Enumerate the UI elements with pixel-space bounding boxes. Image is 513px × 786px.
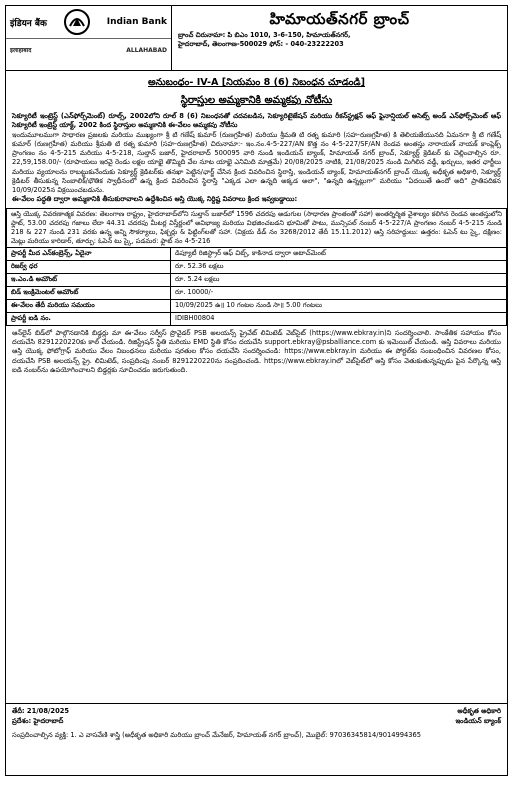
footer-left (12, 707, 69, 727)
intro-paragraph: సెక్యూరిటీ ఇంట్రెస్ట్ (ఎన్‌ఫోర్స్‌మెంట్) రూల్స్, 2002లోని రూల్ 8 (6) నిబంధనతో చదవబడిన, సెక్యూరిటైజేషన్ మరియు రీకన్‌స్ట్రక్షన్ ఆఫ్ ఫైనాన్షియల్ అసెట్స్ అండ్ ఎన్‌ఫోర్స్‌మెంట్ ఆఫ్ సెక్యూరిటీ ఇంట్రెస్ట్ యాక్ట్, 2002 కింద స్థిరాస్తుల అమ్మకానికి ఈ-వేలం అమ్మకపు నోటీసు (12, 112, 501, 130)
table-row (7, 247, 507, 260)
auction-date-label: ఈ-వేలం తేదీ మరియు సమయం (7, 299, 171, 312)
emd-label: ఇ.ఎం.డి అమౌంట్ (7, 273, 171, 286)
bank-logo-block (6, 6, 172, 70)
branch-title: హిమాయత్‌నగర్ బ్రాంచ్ (269, 10, 410, 28)
property-table (6, 208, 507, 326)
notice-header (6, 6, 507, 71)
reserve-price-value: రూ. 52.36 లక్షలు (171, 260, 507, 273)
emd-value: రూ. 5.24 లక్షలు (171, 273, 507, 286)
signatory-bank: ఇండియన్ బ్యాంక్ (455, 717, 501, 725)
footer-row (12, 707, 501, 727)
newspaper-notice (5, 5, 508, 776)
branch-address-line2: హైదరాబాద్, తెలంగాణ-500029 ఫోన్: - 040-23222203 (178, 40, 344, 49)
encumbrance-label: ప్రాపర్టీ మీద ఎన్‌కంబ్రెన్స్, ఏదైనా (7, 247, 171, 260)
signatory-title: అధీకృత అధికారి (457, 707, 501, 715)
table-row (7, 299, 507, 312)
bank-sub-left: इलाहाबाद (10, 47, 32, 54)
table-row (7, 312, 507, 325)
branch-info (172, 6, 507, 70)
appendix-heading: అనుబంధం- IV-A [నియమం 8 (6) నిబంధన చూడండి] (147, 77, 366, 88)
indian-bank-emblem-icon (63, 8, 91, 36)
notice-place: ప్రదేశం: హైదరాబాద్ (12, 717, 64, 725)
reserve-price-label: రిజర్వ్ ధర (7, 260, 171, 273)
notice-title: స్థిరాస్తుల అమ్మకానికి అమ్మకపు నోటీసు (180, 95, 333, 106)
notice-footer (6, 703, 507, 775)
branch-address-line1: బ్రాంచ్ చిరునామా: పి బిఎం 1010, 3-6-150, హిమాయత్‌నగర్, (178, 31, 351, 40)
main-paragraph: ఇందుమూలముగా సాధారణ ప్రజలకు మరియు ముఖ్యంగా శ్రీ టి గణేష్ కుమార్ (రుణగ్రహీత) మరియు శ్రీమతి టి రత్న కుమారి (సహ-రుణగ్రహీత) కి తెలియజేయునది ఏమనగా శ్రీ టి గణేష్ కుమార్ (రుణగ్రహీత) మరియు శ్రీమతి టి రత్న కుమారి (సహ-రుణగ్రహీత) చిరునామా:- ఇం.నం.4-5-227/AN కొత్త నం 4-5-227/SF/AN రెండవ అంతస్తు నారాయణ్ నాయక్ కాంప్లెక్స్ ప్రాంగణం నం 4-5-215 మరియు 4-5-218, సుల్తాన్ బజార్, హైదరాబాద్ 500095 వారి నుండి ఇండియన్ బ్యాంక్, హిమాయత్ నగర్ బ్రాంచ్, సెక్యూర్డ్ క్రెడిటర్ కు చెల్లించాల్సిన రూ. 22,59,158.00/- (రూపాయలు ఇరవై రెండు లక్షల యాభై తొమ్మిది వేల నూట యాభై ఎనిమిది మాత్రమే) 20/08/2025 నాటికి, 21/08/2025 నుండి మిగిలిన వడ్డీ, ఖర్చులు, ఇతర ఛార్జీలు మరియు వ్యయాలను రాబట్టుకునేందుకు సెక్యూర్డ్ క్రెడిటర్‌కు తనఖా పెట్టిన/ఛార్జ్ చేసిన క్రింద వివరించిన స్థిరాస్తి, ఇండియన్ బ్యాంక్, హిమాయత్‌నగర్ బ్రాంచ్ యొక్క అధీకృత అధికారి, సెక్యూర్డ్ క్రెడిటర్ తీసుకున్న సింబాలిక్/భౌతిక స్వాధీనంలో ఉన్న క్రింద వివరించిన స్థిరాస్తి "ఎక్కడ ఎలా ఉన్నది అక్కడ అలా", "ఉన్నది ఉన్నట్లుగా" మరియు "ఏదయితే ఉందో అది" ప్రాతిపదికన 10/09/2025న విక్రయించబడును. (12, 130, 501, 194)
bid-increment-value: రూ. 10000/- (171, 286, 507, 299)
bank-hindi-name: इंडियन बैंक (10, 18, 47, 29)
online-bidding-paragraph: ఆన్‌లైన్ బిడ్‌లో పాల్గొనడానికి బిడ్డర్లు మా ఈ-వేలం సర్వీస్ ప్రొవైడర్ PSB అలయన్స్ ప్రైవేట్ లిమిటెడ్ వెబ్‌సైట్ (https://www.ebkray.in)ని సందర్శించాలి. సాంకేతిక సహాయం కోసం దయచేసి 8291220220కు కాల్ చేయండి. రిజిస్ట్రేషన్ స్థితి మరియు EMD స్థితి కోసం దయచేసి support.ebkray@psballiance.com కు ఇమెయిల్ చేయండి. ఆస్తి వివరాలు మరియు ఆస్తి యొక్క ఫోటోగ్రాఫ్ మరియు వేలం నిబంధనలు మరియు షరతుల కోసం దయచేసి సందర్శించండి: https://www.ebkray.in మరియు ఈ పోర్టల్‌కు సంబంధించిన వివరణల కోసం, దయచేసి PSB అలయన్స్ ప్రై. లిమిటెడ్, సంప్రదింపు నంబర్ 8291220220ను సంప్రదించండి. https://www.ebkray.inలో వెబ్‌సైట్‌లో ఆస్తి కోసం వెతుకుతున్నప్పుడు పైన పేర్కొన్న ఆస్తి ఐడి నంబర్‌ను ఉపయోగించాలని బిడ్డర్లకు సూచించడం జరుగుతుంది. (12, 328, 501, 374)
bank-sub-row (6, 38, 171, 61)
table-row (7, 260, 507, 273)
property-id-label: ప్రాపర్టీ ఐడి నం. (7, 312, 171, 325)
bank-sub-right: ALLAHABAD (126, 46, 167, 54)
property-id-value: IDIBH00804 (171, 312, 507, 325)
bid-increment-label: బిడ్ ఇంక్రిమెంటల్ అమౌంట్ (7, 286, 171, 299)
contact-person: సంప్రదించాల్సిన వ్యక్తి: 1. ఎ వాసవేణి శాస్త్రి (అధీకృత అధికారి మరియు బ్రాంచ్ మేనేజర్, హిమాయత్ నగర్ బ్రాంచ్), మొబైల్: 97036345814/9014994365 (12, 731, 422, 739)
bank-english-name: Indian Bank (106, 17, 167, 27)
encumbrance-value: డిప్యూటీ రిజిస్ట్రార్ ఆఫ్ చిట్స్, కాకినాడ ద్వారా అటాచ్‌మెంట్ (171, 247, 507, 260)
property-description: ఆస్తి యొక్క వివరణాత్మక వివరణ: తెలంగాణ రాష్ట్రం, హైదరాబాద్‌లోని సుల్తాన్ బజార్‌లో 1596 చదరపు అడుగుల (సాధారణ ప్రాంతంతో సహా) అంతర్నిర్మిత వైశాల్యం కలిగిన రెండవ అంతస్తులోని ఫ్లాట్, 53.00 చదరపు గజాలు లేదా 44.31 చదరపు మీటర్ల విస్తీర్ణంలో అవిభాజ్య మరియు విభజించబడని భూమితో పాటు, మున్సిపల్ నంబర్ 4-5-227/A ప్రాంగణం నంబర్ 4-5-215 నుండి 218 & 227 నుండి 231 వరకు ఉన్న అన్ని సౌకర్యాలు, ఫిక్చర్లు & ఫిట్టింగ్‌లతో సహా. (విక్రయ డీడ్ నం 3268/2012 తేదీ 15.11.2012) ఆస్తి సరిహద్దులు: ఉత్తరం: ఓపెన్ టు స్కై, దక్షిణం: మెట్లు మరియు కారిడార్, తూర్పు: ఓపెన్ టు స్కై, పడమర: ఫ్లాట్ నం 4-5-216 (7, 208, 507, 247)
signatory (455, 707, 501, 727)
notice-date: తేదీ: 21/08/2025 (12, 707, 70, 715)
table-row (7, 286, 507, 299)
table-row (7, 273, 507, 286)
bank-logo-row (6, 6, 171, 38)
property-intro-line: ఈ-వేలం పద్ధతి ద్వారా అమ్మకానికి తీసుకురావాలని ఉద్దేశించిన ఆస్తి యొక్క నిర్దిష్ట వివరాలు క్రింద ఇవ్వబడ్డాయి: (12, 195, 298, 204)
auction-date-value: 10/09/2025 ఉ॥ 10 గంటల నుండి సా॥ 5.00 గంటలు (171, 299, 507, 312)
property-desc-row (7, 208, 507, 247)
